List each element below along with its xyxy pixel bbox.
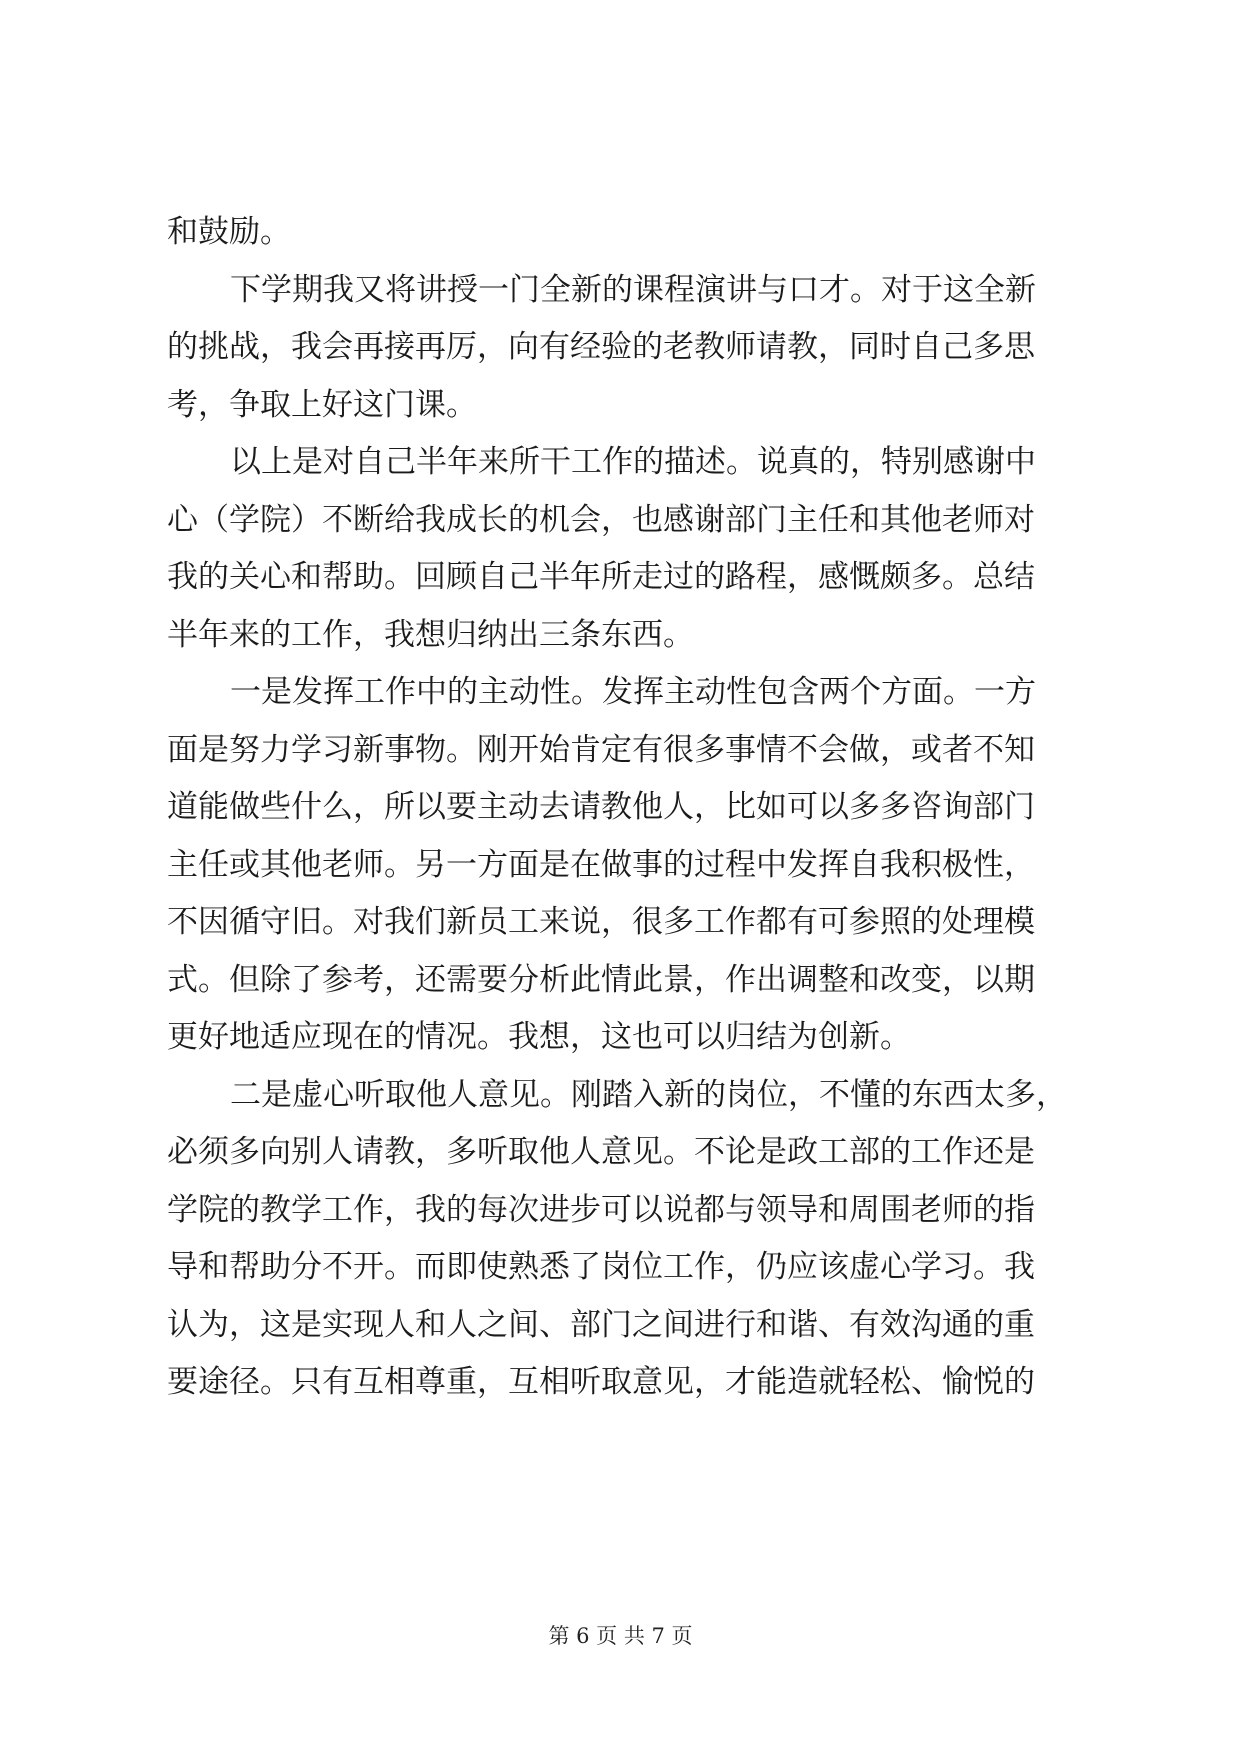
paragraph-start-line: 一是发挥工作中的主动性。发挥主动性包含两个方面。一方 [230,674,1036,710]
text-line: 考，争取上好这门课。 [167,387,477,423]
text-line: 半年来的工作，我想归纳出三条东西。 [167,617,694,653]
paragraph-start-line: 二是虚心听取他人意见。刚踏入新的岗位，不懂的东西太多， [230,1077,1067,1113]
text-line: 导和帮助分不开。而即使熟悉了岗位工作，仍应该虚心学习。我 [167,1249,1035,1285]
paragraph-start-line: 下学期我又将讲授一门全新的课程演讲与口才。对于这全新 [230,272,1036,308]
text-line: 面是努力学习新事物。刚开始肯定有很多事情不会做，或者不知 [167,732,1035,768]
paragraph-start-line: 以上是对自己半年来所干工作的描述。说真的，特别感谢中 [230,444,1036,480]
text-line: 主任或其他老师。另一方面是在做事的过程中发挥自我积极性， [167,847,1035,883]
text-line: 学院的教学工作，我的每次进步可以说都与领导和周围老师的指 [167,1192,1035,1228]
text-line: 我的关心和帮助。回顾自己半年所走过的路程，感慨颇多。总结 [167,559,1035,595]
text-line: 认为，这是实现人和人之间、部门之间进行和谐、有效沟通的重 [167,1307,1035,1343]
text-line: 和鼓励。 [167,214,291,250]
text-line: 式。但除了参考，还需要分析此情此景，作出调整和改变，以期 [167,962,1035,998]
text-line: 更好地适应现在的情况。我想，这也可以归结为创新。 [167,1019,911,1055]
text-line: 的挑战，我会再接再厉，向有经验的老教师请教，同时自己多思 [167,329,1035,365]
text-line: 心（学院）不断给我成长的机会，也感谢部门主任和其他老师对 [167,502,1035,538]
text-line: 道能做些什么，所以要主动去请教他人，比如可以多多咨询部门 [167,789,1035,825]
text-line: 不因循守旧。对我们新员工来说，很多工作都有可参照的处理模 [167,904,1035,940]
text-line: 要途径。只有互相尊重，互相听取意见，才能造就轻松、愉悦的 [167,1364,1035,1400]
page-number-footer: 第 6 页 共 7 页 [548,1624,693,1648]
text-line: 必须多向别人请教，多听取他人意见。不论是政工部的工作还是 [167,1134,1035,1170]
